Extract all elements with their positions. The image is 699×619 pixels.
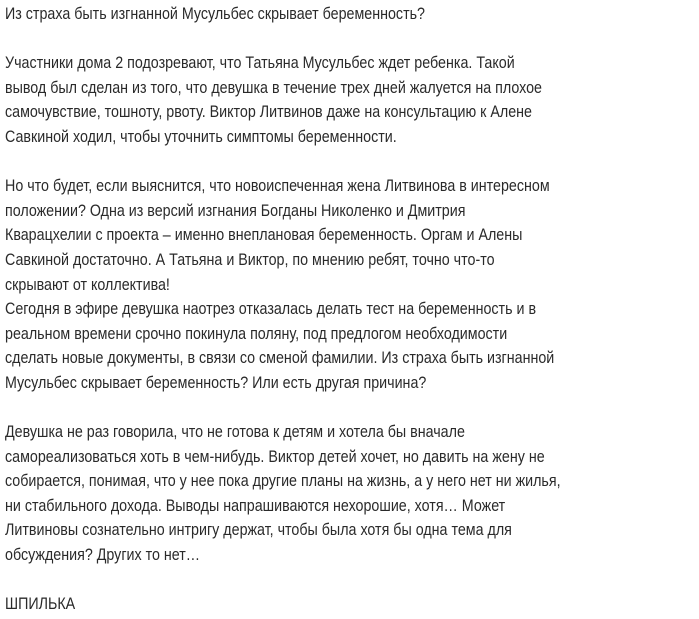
paragraph-line: положении? Одна из версий изгнания Богданы Николенко и Дмитрия bbox=[5, 200, 466, 220]
paragraph-line: собирается, понимая, что у нее пока другие планы на жизнь, а у него нет ни жилья, bbox=[5, 471, 561, 491]
paragraph-1 bbox=[5, 51, 699, 149]
paragraph-line: Кварацхелии с проекта – именно внеплановая беременность. Оргам и Алены bbox=[5, 225, 523, 245]
spacer bbox=[5, 150, 699, 175]
paragraph-line: Сегодня в эфире девушка наотрез отказалась делать тест на беременность и в bbox=[5, 299, 537, 319]
paragraph-line: сделать новые документы, в связи со сменой фамилии. Из страха быть изгнанной bbox=[5, 348, 555, 368]
article-title: Из страха быть изгнанной Мусульбес скрывает беременность? bbox=[5, 4, 425, 23]
paragraph-2 bbox=[5, 174, 699, 297]
paragraph-line: самочувствие, тошноту, рвоту. Виктор Литвинов даже на консультацию к Алене bbox=[5, 102, 532, 122]
paragraph-line: обсуждения? Других то нет… bbox=[5, 545, 201, 565]
paragraph-line: Литвиновы сознательно интригу держат, чтобы была хотя бы одна тема для bbox=[5, 520, 512, 540]
author-signature: ШПИЛЬКА bbox=[5, 594, 76, 614]
paragraph-line: вывод был сделан из того, что девушка в течение трех дней жалуется на плохое bbox=[5, 77, 542, 97]
paragraph-line: ни стабильного дохода. Выводы напрашиваются нехорошие, хотя… Может bbox=[5, 495, 506, 515]
paragraph-line: Савкиной достаточно. А Татьяна и Виктор, по мнению ребят, точно что-то bbox=[5, 249, 495, 269]
paragraph-line: Но что будет, если выяснится, что новоиспеченная жена Литвинова в интересном bbox=[5, 176, 550, 196]
paragraph-line: скрывают от коллектива! bbox=[5, 274, 170, 294]
paragraph-line: Участники дома 2 подозревают, что Татьяна Мусульбес ждет ребенка. Такой bbox=[5, 53, 515, 73]
paragraph-4 bbox=[5, 420, 699, 568]
paragraph-line: самореализоваться хоть в чем-нибудь. Виктор детей хочет, но давить на жену не bbox=[5, 446, 545, 466]
paragraph-line: реальном времени срочно покинула поляну, под предлогом необходимости bbox=[5, 323, 508, 343]
paragraph-line: Савкиной ходил, чтобы уточнить симптомы беременности. bbox=[5, 126, 397, 146]
spacer bbox=[5, 568, 699, 593]
spacer bbox=[5, 27, 699, 52]
paragraph-3 bbox=[5, 297, 699, 395]
paragraph-line: Мусульбес скрывает беременность? Или есть другая причина? bbox=[5, 372, 427, 392]
spacer bbox=[5, 396, 699, 421]
paragraph-line: Девушка не раз говорила, что не готова к детям и хотела бы вначале bbox=[5, 422, 465, 442]
